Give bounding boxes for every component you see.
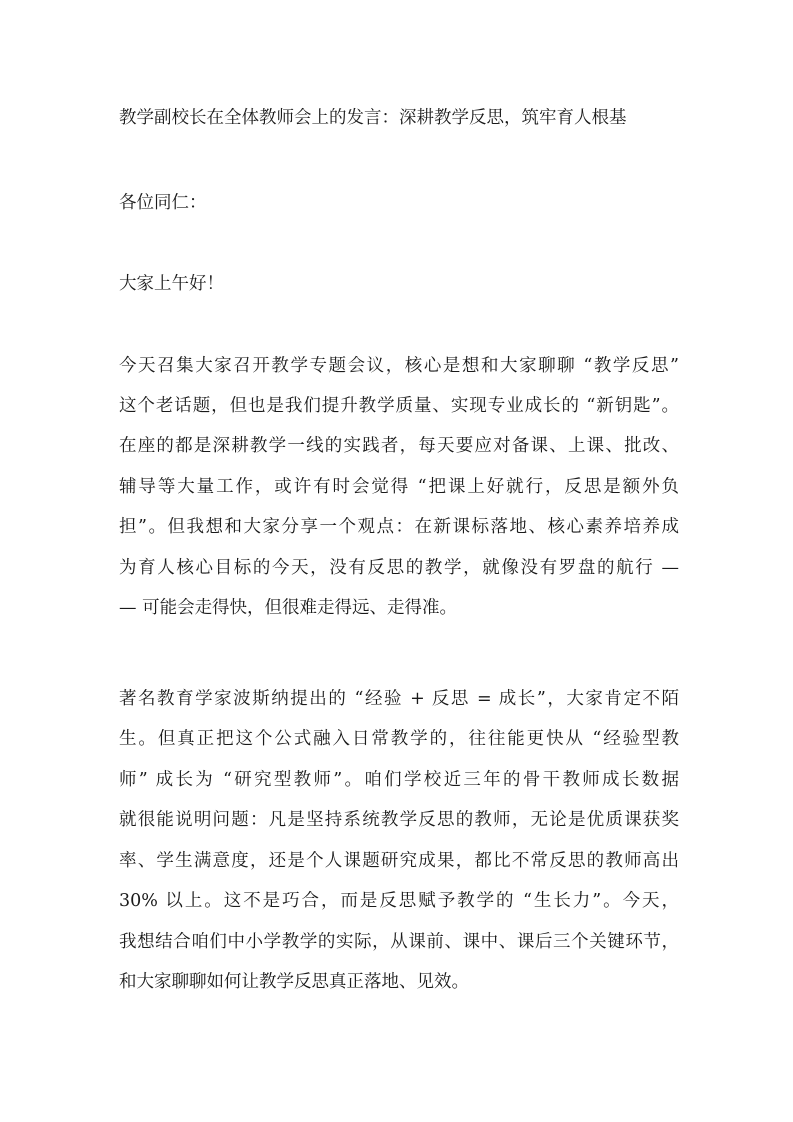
paragraph-line: 为育人核心目标的今天，没有反思的教学，就像没有罗盘的航行 —	[119, 558, 679, 578]
greeting: 大家上午好！	[119, 274, 224, 294]
paragraph-line: — 可能会走得快，但很难走得远、走得准。	[119, 598, 458, 618]
paragraph-line: 辅导等大量工作，或许有时会觉得 “把课上好就行，反思是额外负	[119, 477, 679, 497]
paragraph-line: 担”。但我想和大家分享一个观点：在新课标落地、核心素养培养成	[119, 517, 679, 537]
document-title: 教学副校长在全体教师会上的发言：深耕教学反思，筑牢育人根基	[119, 108, 627, 128]
paragraph-line: 率、学生满意度，还是个人课题研究成果，都比不常反思的教师高出	[119, 851, 679, 871]
paragraph-line: 今天召集大家召开教学专题会议，核心是想和大家聊聊 “教学反思”	[119, 356, 679, 376]
paragraph-line: 我想结合咱们中小学教学的实际，从课前、课中、课后三个关键环节，	[119, 932, 679, 952]
salutation: 各位同仁：	[119, 193, 207, 213]
paragraph-line: 就很能说明问题：凡是坚持系统教学反思的教师，无论是优质课获奖	[119, 810, 679, 830]
paragraph-line: 和大家聊聊如何让教学反思真正落地、见效。	[119, 972, 469, 992]
paragraph-line: 生。但真正把这个公式融入日常教学的，往往能更快从 “经验型教	[119, 729, 679, 749]
paragraph-line: 这个老话题，但也是我们提升教学质量、实现专业成长的 “新钥匙”。	[119, 396, 679, 416]
paragraph-line: 30% 以上。这不是巧合，而是反思赋予教学的 “生长力”。今天，	[119, 891, 679, 911]
paragraph-line: 师” 成长为 “研究型教师”。咱们学校近三年的骨干教师成长数据	[119, 770, 679, 790]
paragraph-line: 著名教育学家波斯纳提出的 “经验 + 反思 = 成长”，大家肯定不陌	[119, 689, 679, 709]
paragraph-line: 在座的都是深耕教学一线的实践者，每天要应对备课、上课、批改、	[119, 436, 679, 456]
